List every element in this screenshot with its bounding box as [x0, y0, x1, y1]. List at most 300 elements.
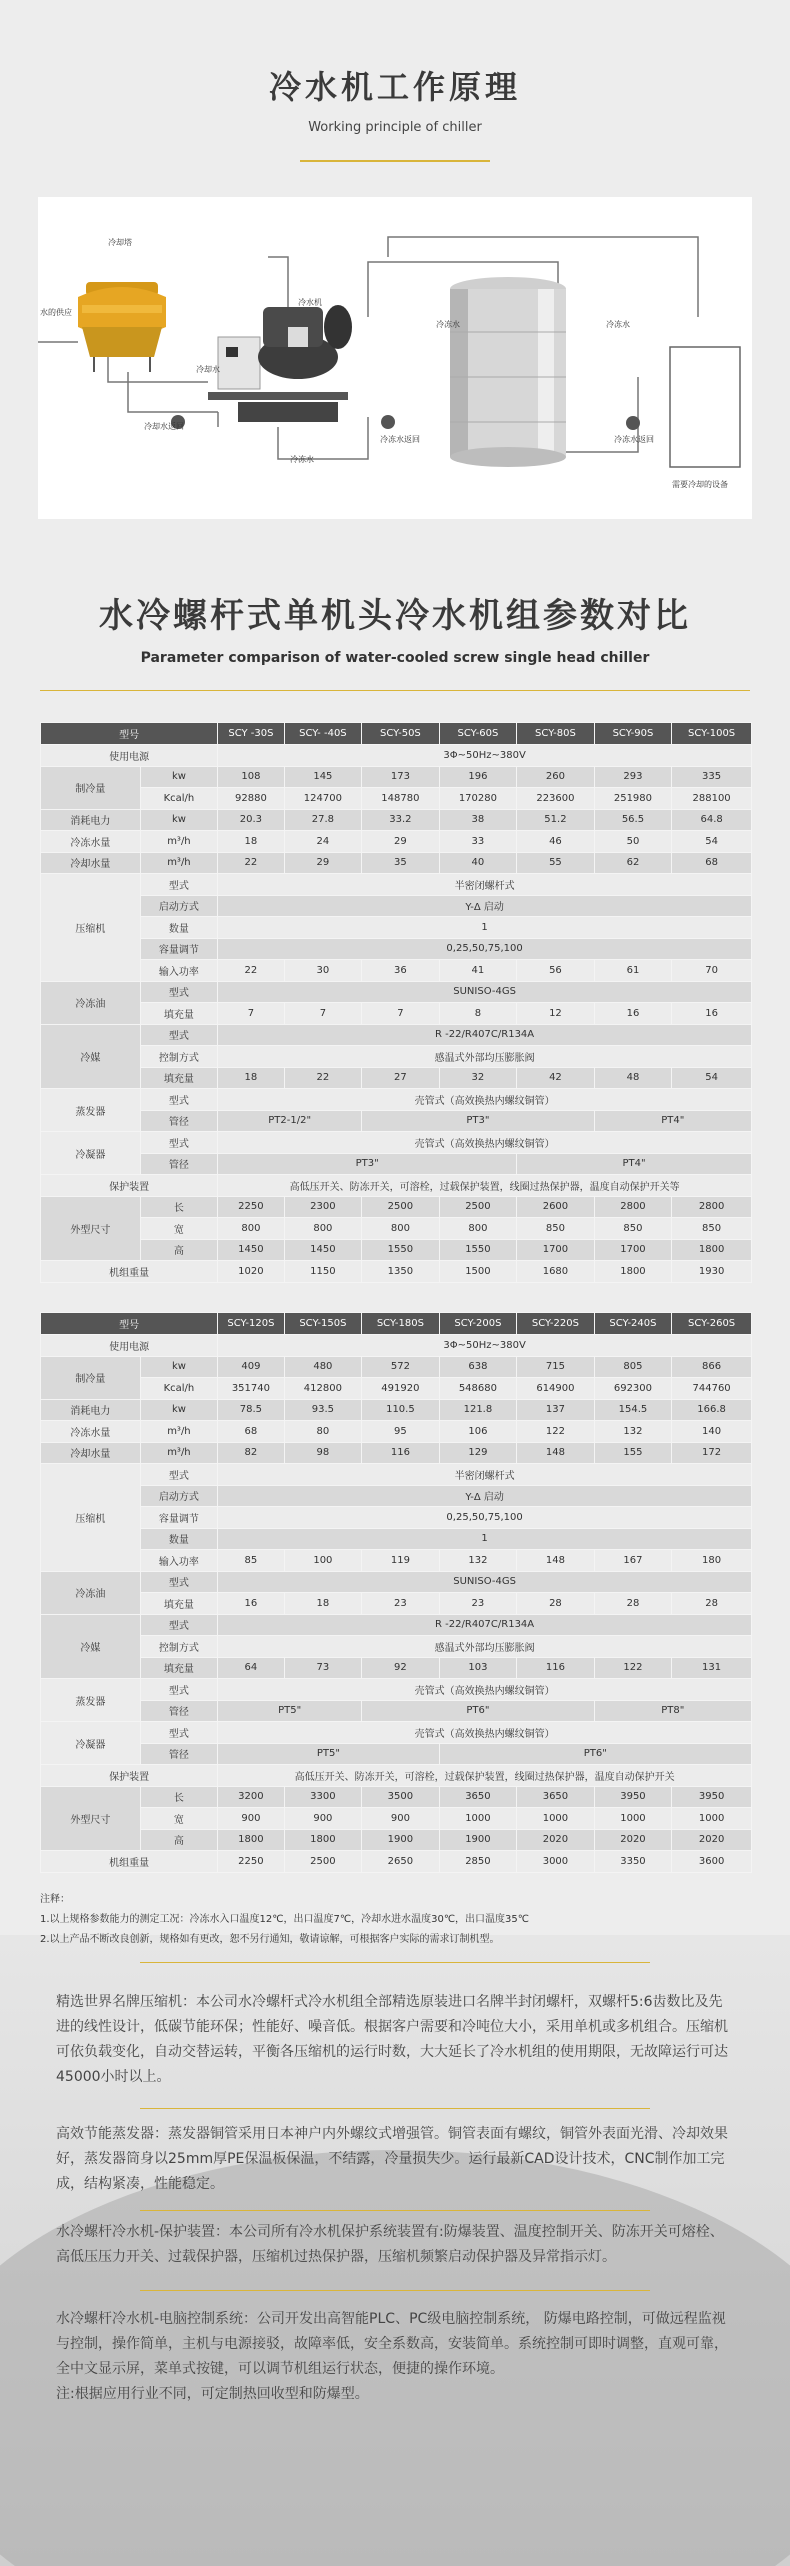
cell: 1000 — [672, 1808, 752, 1830]
cell: 2800 — [672, 1196, 752, 1218]
row-unit: kw — [140, 1399, 218, 1421]
row-label: 型式 — [140, 1571, 218, 1593]
cell: 61 — [594, 960, 672, 982]
row-value: R -22/R407C/R134A — [218, 1024, 752, 1046]
cell: 2020 — [594, 1829, 672, 1851]
cell: 80 — [284, 1421, 362, 1443]
cell: 223600 — [517, 788, 595, 810]
row-label: 填充量 — [140, 1657, 218, 1679]
cell: 103 — [439, 1657, 517, 1679]
table-row — [41, 1507, 752, 1529]
cell: 2800 — [594, 1196, 672, 1218]
table-row — [41, 1335, 752, 1357]
row-value: 1 — [218, 917, 752, 939]
row-label: 长 — [140, 1196, 218, 1218]
cell: 23 — [362, 1593, 440, 1615]
table-row — [41, 1765, 752, 1787]
label-chiller: 冷水机 — [298, 298, 322, 307]
header-col: SCY-220S — [517, 1313, 595, 1335]
cell: 148780 — [362, 788, 440, 810]
header-col: SCY-50S — [362, 723, 440, 745]
row-label: 启动方式 — [140, 1485, 218, 1507]
cell: 251980 — [594, 788, 672, 810]
cell: 3950 — [672, 1786, 752, 1808]
table-row — [41, 1679, 752, 1701]
header-col: SCY-150S — [284, 1313, 362, 1335]
group-label: 冷凝器 — [41, 1722, 141, 1765]
cell: 24 — [284, 831, 362, 853]
row-unit: m³/h — [140, 1442, 218, 1464]
cell: 121.8 — [439, 1399, 517, 1421]
cell: 140 — [672, 1421, 752, 1443]
table-row — [41, 1003, 752, 1025]
header-col: SCY-260S — [672, 1313, 752, 1335]
cell: 30 — [284, 960, 362, 982]
cell: 54 — [672, 831, 752, 853]
cell: PT6" — [439, 1743, 751, 1765]
cell: 116 — [517, 1657, 595, 1679]
label-chilled-water-top: 冷冻水 — [436, 320, 460, 329]
row-unit: m³/h — [140, 1421, 218, 1443]
cell: 100 — [284, 1550, 362, 1572]
cell: 154.5 — [594, 1399, 672, 1421]
cell: 108 — [218, 766, 284, 788]
row-value: 感温式外部均压膨胀阀 — [218, 1046, 752, 1068]
row-label: 冷冻水量 — [41, 831, 141, 853]
table-row — [41, 1571, 752, 1593]
row-label: 型式 — [140, 1132, 218, 1154]
cell: 56 — [517, 960, 595, 982]
gold-rule — [140, 2290, 650, 2291]
cell: 2250 — [218, 1196, 284, 1218]
cell: 1800 — [594, 1261, 672, 1283]
cell: 68 — [218, 1421, 284, 1443]
label-cooling-water: 冷却水 — [196, 365, 220, 374]
cell: 28 — [594, 1593, 672, 1615]
row-label: 容量调节 — [140, 938, 218, 960]
group-label: 外型尺寸 — [41, 1196, 141, 1261]
row-value: 半密闭螺杆式 — [218, 874, 752, 896]
table-row — [41, 1399, 752, 1421]
row-label: 保护装置 — [41, 1175, 218, 1197]
cell: 3650 — [517, 1786, 595, 1808]
cell: PT2-1/2" — [218, 1110, 362, 1132]
cell: 36 — [362, 960, 440, 982]
table-row — [41, 1442, 752, 1464]
cell: 73 — [284, 1657, 362, 1679]
cell: 46 — [517, 831, 595, 853]
cell: 54 — [672, 1067, 752, 1089]
cell: 293 — [594, 766, 672, 788]
water-tank-icon — [450, 277, 566, 467]
row-value: 高低压开关、防冻开关，可溶栓，过载保护装置，线圈过热保护器，温度自动保护开关等 — [218, 1175, 752, 1197]
cell: 1500 — [439, 1261, 517, 1283]
gold-divider — [300, 160, 490, 162]
row-value: 壳管式（高效换热内螺纹铜管） — [218, 1132, 752, 1154]
cell: 27 — [362, 1067, 440, 1089]
cell: 132 — [439, 1550, 517, 1572]
cell: 800 — [218, 1218, 284, 1240]
label-chilled-water-right: 冷冻水 — [606, 320, 630, 329]
cell: 2650 — [362, 1851, 440, 1873]
cell: 800 — [284, 1218, 362, 1240]
header-col: SCY-100S — [672, 723, 752, 745]
cell: 85 — [218, 1550, 284, 1572]
table-row — [41, 874, 752, 896]
spec-table-2 — [40, 1312, 752, 1873]
cell: 173 — [362, 766, 440, 788]
gold-rule — [140, 2108, 650, 2109]
label-chilled-water-bottom: 冷冻水 — [290, 455, 314, 464]
page-title: 冷水机工作原理 — [268, 68, 521, 106]
table-row — [41, 917, 752, 939]
cell: 335 — [672, 766, 752, 788]
cell: 288100 — [672, 788, 752, 810]
label-chilled-return-left: 冷冻水返回 — [380, 435, 420, 444]
cell: 7 — [218, 1003, 284, 1025]
row-label: 冷冻水量 — [41, 1421, 141, 1443]
row-label: 高 — [140, 1239, 218, 1261]
cell: 2850 — [439, 1851, 517, 1873]
cell: PT3" — [362, 1110, 595, 1132]
cell: 95 — [362, 1421, 440, 1443]
paragraph-evaporator: 高效节能蒸发器：蒸发器铜管采用日本神户内外螺纹式增强管。铜管表面有螺纹，铜管外表面光滑、冷却效果好，蒸发器筒身以25mm厚PE保温板保温，不结露，冷量损失少。运行最新CAD设计技术，CNC制作加工完成，结构紧凑，性能稳定。 — [56, 2126, 728, 2192]
cell: 850 — [517, 1218, 595, 1240]
row-value: Y-Δ 启动 — [218, 1485, 752, 1507]
cell: 1550 — [439, 1239, 517, 1261]
row-value: SUNISO-4GS — [218, 981, 752, 1003]
cell: 7 — [362, 1003, 440, 1025]
table-row — [41, 1196, 752, 1218]
cell: 170280 — [439, 788, 517, 810]
row-label: 管径 — [140, 1153, 218, 1175]
cell: 1800 — [284, 1829, 362, 1851]
cell: 1930 — [672, 1261, 752, 1283]
row-label: 消耗电力 — [41, 809, 141, 831]
cell: 1800 — [672, 1239, 752, 1261]
cell: 18 — [284, 1593, 362, 1615]
cell: 3000 — [517, 1851, 595, 1873]
cell: 3600 — [672, 1851, 752, 1873]
row-label: 启动方式 — [140, 895, 218, 917]
note-item: 2.以上产品不断改良创新，规格如有更改，恕不另行通知，敬请谅解，可根据客户实际的需求订制机型。 — [40, 1934, 500, 1945]
section-subtitle: Parameter comparison of water-cooled screw single head chiller — [140, 650, 650, 666]
cell: 2300 — [284, 1196, 362, 1218]
cell: 22 — [218, 852, 284, 874]
cell: 98 — [284, 1442, 362, 1464]
row-value: 3Φ~50Hz~380V — [218, 1335, 752, 1357]
row-unit: kw — [140, 809, 218, 831]
table-row — [41, 852, 752, 874]
cell: 3300 — [284, 1786, 362, 1808]
label-cooling-return: 冷却水返回 — [144, 422, 184, 431]
table-row — [41, 1067, 752, 1089]
table-header-row — [41, 1313, 752, 1335]
cell: 12 — [517, 1003, 595, 1025]
spec-table-1 — [40, 722, 752, 1283]
table-row — [41, 981, 752, 1003]
row-label: 数量 — [140, 1528, 218, 1550]
table-row — [41, 1657, 752, 1679]
table-row — [41, 1132, 752, 1154]
row-value: Y-Δ 启动 — [218, 895, 752, 917]
cell: 167 — [594, 1550, 672, 1572]
cell: 28 — [672, 1593, 752, 1615]
cell: 18 — [218, 1067, 284, 1089]
cell: 7 — [284, 1003, 362, 1025]
cell: 8 — [439, 1003, 517, 1025]
cell: 64 — [218, 1657, 284, 1679]
cell: 1550 — [362, 1239, 440, 1261]
chiller-diagram — [38, 197, 752, 519]
cell: 1020 — [218, 1261, 284, 1283]
cell: 1150 — [284, 1261, 362, 1283]
cell: 800 — [362, 1218, 440, 1240]
header-col: SCY -30S — [218, 723, 284, 745]
cell: 3350 — [594, 1851, 672, 1873]
header-col: SCY-90S — [594, 723, 672, 745]
row-label: 型式 — [140, 1679, 218, 1701]
cell: 129 — [439, 1442, 517, 1464]
cell: 51.2 — [517, 809, 595, 831]
cell: 1000 — [594, 1808, 672, 1830]
cell: 572 — [362, 1356, 440, 1378]
cell: 110.5 — [362, 1399, 440, 1421]
cell: 40 — [439, 852, 517, 874]
cell: 124700 — [284, 788, 362, 810]
cell: 116 — [362, 1442, 440, 1464]
cell: 48 — [594, 1067, 672, 1089]
cell: 1700 — [594, 1239, 672, 1261]
row-value: SUNISO-4GS — [218, 1571, 752, 1593]
row-label: 填充量 — [140, 1067, 218, 1089]
table-row — [41, 1110, 752, 1132]
row-unit: m³/h — [140, 852, 218, 874]
table-row — [41, 1808, 752, 1830]
cell: 1450 — [218, 1239, 284, 1261]
cell: 2600 — [517, 1196, 595, 1218]
cell: 2500 — [439, 1196, 517, 1218]
row-unit: kw — [140, 766, 218, 788]
cell: 132 — [594, 1421, 672, 1443]
group-label: 蒸发器 — [41, 1089, 141, 1132]
row-unit: kw — [140, 1356, 218, 1378]
cell: 33.2 — [362, 809, 440, 831]
cell: 119 — [362, 1550, 440, 1572]
row-label: 输入功率 — [140, 1550, 218, 1572]
cell: 548680 — [439, 1378, 517, 1400]
cell: 16 — [594, 1003, 672, 1025]
group-label: 冷凝器 — [41, 1132, 141, 1175]
row-label: 宽 — [140, 1218, 218, 1240]
cell: 29 — [362, 831, 440, 853]
row-label: 高 — [140, 1829, 218, 1851]
cell: 122 — [517, 1421, 595, 1443]
table-row — [41, 1046, 752, 1068]
row-label: 容量调节 — [140, 1507, 218, 1529]
cell: 2500 — [284, 1851, 362, 1873]
header-model: 型号 — [41, 1313, 218, 1335]
table-row — [41, 1722, 752, 1744]
cell: 155 — [594, 1442, 672, 1464]
cell: 32 — [439, 1067, 517, 1089]
cell: 1800 — [218, 1829, 284, 1851]
row-label: 机组重量 — [41, 1261, 218, 1283]
cell: 137 — [517, 1399, 595, 1421]
table-row — [41, 1464, 752, 1486]
group-label: 冷媒 — [41, 1024, 141, 1089]
cell: 638 — [439, 1356, 517, 1378]
cell: 82 — [218, 1442, 284, 1464]
header-col: SCY-120S — [218, 1313, 284, 1335]
cell: 3500 — [362, 1786, 440, 1808]
table-row — [41, 895, 752, 917]
cell: 715 — [517, 1356, 595, 1378]
row-label: 管径 — [140, 1743, 218, 1765]
cell: 1900 — [439, 1829, 517, 1851]
cell: 42 — [517, 1067, 595, 1089]
row-value: 0,25,50,75,100 — [218, 938, 752, 960]
paragraph-protection: 水冷螺杆冷水机-保护装置：本公司所有冷水机保护系统装置有:防爆装置、温度控制开关、防冻开关可熔栓、高低压压力开关、过载保护器，压缩机过热保护器，压缩机频繁启动保护器及异常指示灯。 — [56, 2224, 724, 2265]
cell: 145 — [284, 766, 362, 788]
gold-divider-2 — [40, 690, 750, 691]
gold-rule — [140, 1962, 650, 1963]
row-label: 管径 — [140, 1110, 218, 1132]
cell: 480 — [284, 1356, 362, 1378]
cell: 92 — [362, 1657, 440, 1679]
cell: 131 — [672, 1657, 752, 1679]
table-row — [41, 1636, 752, 1658]
row-label: 填充量 — [140, 1593, 218, 1615]
row-label: 制冷量 — [41, 766, 141, 809]
row-value: 3Φ~50Hz~380V — [218, 745, 752, 767]
note-item: 1.以上规格参数能力的测定工况：冷冻水入口温度12℃，出口温度7℃，冷却水进水温度30℃，出口温度35℃ — [40, 1914, 529, 1925]
table-row — [41, 788, 752, 810]
cell: 196 — [439, 766, 517, 788]
cell: 68 — [672, 852, 752, 874]
cell: 148 — [517, 1442, 595, 1464]
table-row — [41, 831, 752, 853]
row-value: 0,25,50,75,100 — [218, 1507, 752, 1529]
row-label: 使用电源 — [41, 745, 218, 767]
table-row — [41, 1421, 752, 1443]
table-row — [41, 1378, 752, 1400]
table-row — [41, 1261, 752, 1283]
group-label: 压缩机 — [41, 1464, 141, 1572]
row-label: 冷却水量 — [41, 1442, 141, 1464]
row-label: 控制方式 — [140, 1636, 218, 1658]
cell: 1680 — [517, 1261, 595, 1283]
cell: 27.8 — [284, 809, 362, 831]
row-label: 型式 — [140, 981, 218, 1003]
row-label: 制冷量 — [41, 1356, 141, 1399]
row-value: 1 — [218, 1528, 752, 1550]
cell: 22 — [284, 1067, 362, 1089]
cell: PT3" — [218, 1153, 517, 1175]
cell: 38 — [439, 809, 517, 831]
cell: PT6" — [362, 1700, 595, 1722]
equipment-box — [670, 347, 740, 467]
row-label: 管径 — [140, 1700, 218, 1722]
cell: 166.8 — [672, 1399, 752, 1421]
row-label: 输入功率 — [140, 960, 218, 982]
cell: PT5" — [218, 1700, 362, 1722]
row-label: 使用电源 — [41, 1335, 218, 1357]
table-row — [41, 960, 752, 982]
table-row — [41, 1593, 752, 1615]
row-label: 宽 — [140, 1808, 218, 1830]
cell: 33 — [439, 831, 517, 853]
header-col: SCY-180S — [362, 1313, 440, 1335]
row-label: 型式 — [140, 1614, 218, 1636]
cell: 1000 — [439, 1808, 517, 1830]
header-col: SCY-200S — [439, 1313, 517, 1335]
row-value: R -22/R407C/R134A — [218, 1614, 752, 1636]
header-col: SCY- -40S — [284, 723, 362, 745]
cell: 172 — [672, 1442, 752, 1464]
cell: 614900 — [517, 1378, 595, 1400]
row-unit: Kcal/h — [140, 1378, 218, 1400]
cooling-tower-icon — [78, 282, 166, 372]
table-row — [41, 809, 752, 831]
cell: 900 — [284, 1808, 362, 1830]
table-row — [41, 1356, 752, 1378]
row-label: 控制方式 — [140, 1046, 218, 1068]
label-cooling-tower: 冷却塔 — [108, 238, 132, 247]
row-label: 机组重量 — [41, 1851, 218, 1873]
table-row — [41, 1743, 752, 1765]
label-chilled-return-right: 冷冻水返回 — [614, 435, 654, 444]
cell: PT8" — [594, 1700, 751, 1722]
header-col: SCY-80S — [517, 723, 595, 745]
label-water-supply: 水的供应 — [40, 308, 72, 317]
cell: PT5" — [218, 1743, 439, 1765]
cell: 866 — [672, 1356, 752, 1378]
paragraph-note: 注:根据应用行业不同，可定制热回收型和防爆型。 — [56, 2386, 369, 2402]
group-label: 冷冻油 — [41, 981, 141, 1024]
table-row — [41, 745, 752, 767]
table-row — [41, 1239, 752, 1261]
cell: 20.3 — [218, 809, 284, 831]
row-label: 填充量 — [140, 1003, 218, 1025]
chiller-unit-icon — [208, 305, 352, 422]
cell: 28 — [517, 1593, 595, 1615]
cell: 50 — [594, 831, 672, 853]
cell: 900 — [218, 1808, 284, 1830]
cell: 64.8 — [672, 809, 752, 831]
cell: 1350 — [362, 1261, 440, 1283]
paragraph-control: 水冷螺杆冷水机-电脑控制系统：公司开发出高智能PLC、PC级电脑控制系统， 防爆电路控制，可做远程监视与控制，操作简单，主机与电源接驳，故障率低，安全系数高，安装简单。系统控制可即时调整，直观可靠，全中文显示屏，菜单式按键，可以调节机组运行状态，便捷的操作环境。 — [56, 2311, 728, 2377]
group-label: 冷冻油 — [41, 1571, 141, 1614]
cell: 55 — [517, 852, 595, 874]
gold-rule — [140, 2210, 650, 2211]
cell: 2020 — [517, 1829, 595, 1851]
header-col: SCY-240S — [594, 1313, 672, 1335]
table-row — [41, 1153, 752, 1175]
table-row — [41, 1485, 752, 1507]
row-unit: m³/h — [140, 831, 218, 853]
cell: 412800 — [284, 1378, 362, 1400]
cell: 805 — [594, 1356, 672, 1378]
cell: 409 — [218, 1356, 284, 1378]
table-row — [41, 1851, 752, 1873]
cell: 70 — [672, 960, 752, 982]
row-label: 数量 — [140, 917, 218, 939]
cell: 800 — [439, 1218, 517, 1240]
notes-title: 注释： — [40, 1894, 70, 1905]
cell: 850 — [672, 1218, 752, 1240]
header-col: SCY-60S — [439, 723, 517, 745]
